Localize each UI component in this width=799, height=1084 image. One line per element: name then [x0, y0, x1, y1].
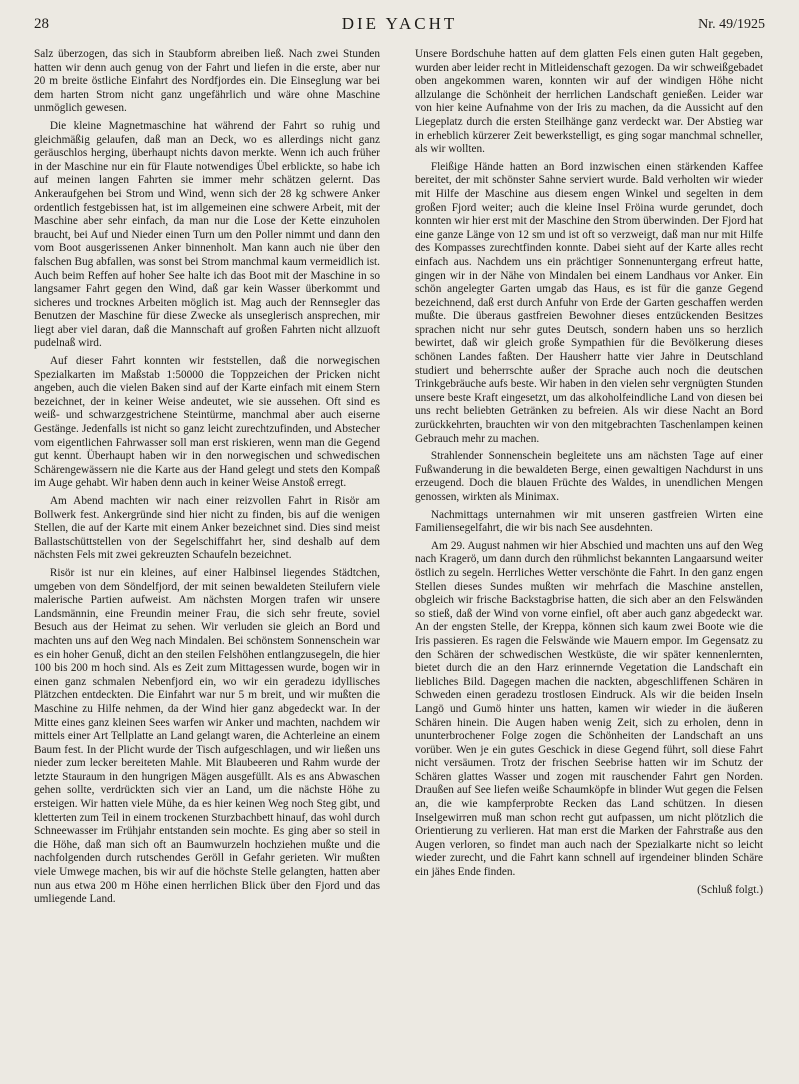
paragraph: Nachmittags unternahmen wir mit unseren gastfreien Wirten eine Familiensegelfahrt, die wir bis nach See ausdehnten. [415, 508, 763, 535]
paragraph: Am Abend machten wir nach einer reizvollen Fahrt in Risör am Bollwerk fest. Ankergründe sind hier nicht zu finden, bis auf die wenigen Stellen, die auf der Karte mit einem Anker bezeichnet sind. Dies sind meist Ballastschüttstellen von der Segelschiffahrt her, sind deshalb auf dem nächsten Fels mit zwei gekreuzten Schaufeln bezeichnet. [34, 495, 380, 562]
issue-number: Nr. 49/1925 [698, 17, 765, 32]
paragraph: Salz überzogen, das sich in Staubform abreiben ließ. Nach zwei Stunden hatten wir denn auch genug von der Fahrt und liefen in die erste, aber nur 20 m breite östliche Einfahrt des Nordfjordes ein. Die Einseglung war bei dem harten Strom nicht ganz ungefährlich und wäre ohne Maschine unmöglich gewesen. [34, 48, 380, 115]
right-column [415, 48, 763, 897]
running-header [34, 12, 765, 38]
journal-title: DIE YACHT [341, 14, 458, 33]
continued-note: (Schluß folgt.) [697, 883, 763, 896]
paragraph: Die kleine Magnetmaschine hat während der Fahrt so ruhig und gleichmäßig gelaufen, daß man an Deck, wo es allerdings nicht ganz geräuschlos herging, überhaupt nichts davon merkte. Wenn ich auch früher in der Maschine nur ein für Flaute notwendiges Übel erblickte, so habe ich auf meinen langen Fahrten sie immer mehr schätzen gelernt. Das Ankeraufgehen bei Strom und Wind, wenn sich der 28 kg schwere Anker ordentlich festgebissen hat, ist im allgemeinen eine schwere Arbeit, mit der Maschine aber sehr einfach, da man nur die Lose der Kette einzuholen braucht, bei Auf und Nieder einen Turn um den Poller nimmt und dann den vom Boot ausgerissenen Anker binnenholt. Man kann auch nie über den falschen Bug abfallen, was sonst bei Strom manchmal kaum vermeidlich ist. Auch beim Reffen auf hoher See halte ich das Boot mit der Maschine in so langsamer Fahrt gegen den Wind, daß gar kein Wasser überkommt und sicheres und trocknes Arbeiten möglich ist. Mag auch der Rennsegler das Benutzen der Maschine für diese Zwecke als unseglerisch ansprechen, mir liegt aber viel daran, daß die Mannschaft auf großen Fahrten nicht allzuoft pudelnaß wird. [34, 119, 380, 350]
paragraph: Strahlender Sonnenschein begleitete uns am nächsten Tage auf einer Fußwanderung in die bewaldeten Berge, einen gewaltigen Nachdurst in uns erzeugend. Doch die blauen Früchte des Waldes, in unendlichen Mengen genossen, wirkten als Minimax. [415, 450, 763, 503]
paragraph: Unsere Bordschuhe hatten auf dem glatten Fels einen guten Halt gegeben, wurden aber leider recht in Mitleidenschaft gezogen. Da wir schweißgebadet oben angekommen waren, konnten wir auf der windigen Höhe nicht allzulange die Schönheit der herrlichen Landschaft genießen. Leider war von hier keine Aufnahme von der Iris zu machen, da die Aussicht auf den Liegeplatz durch die ersten Steilhänge ganz verdeckt war. Der Abstieg war in erheblich kürzerer Zeit bewerkstelligt, es ging sogar manchmal schneller, als wir wollten. [415, 48, 763, 156]
paragraph: Am 29. August nahmen wir hier Abschied und machten uns auf den Weg nach Kragerö, um dann durch den rühmlichst bekannten Langaarsund weiter östlich zu segeln. Herrliches Wetter verschönte die Fahrt. In den ganz engen Stellen dieses Sundes mußten wir mehrfach die Maschine anstellen, obgleich wir frische Backstagbrise hatten, die sich aber an den Felswänden so stieß, daß der Wind von vorne einfiel, oft aber auch ganz abgedeckt war. An der engsten Stelle, der Kreppa, können sich kaum zwei Boote wie die Iris passieren. Es ragen die Felswände wie Mauern empor. Im Gegensatz zu den Schären der schwedischen Westküste, die wir später kennenlernten, bietet durch die an den Harz erinnernde Vegetation die Landschaft ein liebliches Bild. Dagegen machen die nackten, abgeschliffenen Schären in Schweden einen geradezu trostlosen Eindruck. Als wir die beiden Inseln Langö und Gumö hinter uns hatten, kamen wir wieder in die äußeren Schären hinein. Die Augen haben wenig Zeit, sich zu erholen, denn in ununterbrochener Folge zogen die Schönheiten der Landschaft an uns vorüber. Wen je ein gutes Geschick in diese Gegend führt, soll diese Fahrt nicht versäumen. Trotz der frischen Seebrise hatten wir im Schutz der Schären glattes Wasser und zogen mit rauschender Fahrt gen Norden. Draußen auf See liefen weiße Schaumköpfe in blinder Wut gegen die Felsen an, die wie kampferprobte Recken das Land schützen. In diesen Inselgewirren muß man schon recht gut aufpassen, um nicht plötzlich die Orientierung zu verlieren. Hat man erst die Marken der Fahrstraße aus den Augen verloren, so findet man auch nach der Spezialkarte nicht so leicht wieder zurecht, und die Fahrt kann schnell auf irgendeiner blinden Schäre ein jähes Ende finden. [415, 539, 763, 879]
page-number: 28 [34, 16, 49, 32]
paragraph: Fleißige Hände hatten an Bord inzwischen einen stärkenden Kaffee bereitet, der mit schönster Sahne serviert wurde. Bald verholten wir wieder mit Hilfe der Maschine aus diesem engen Winkel und segelten in dem großen Fjord weiter; auch die kleine Insel Fröina wurde gerundet, doch konnten wir hier erst mit der Maschine den Strom überwinden. Der Fjord hat eine ganze Länge von 12 sm und ist oft so verzweigt, daß man nur mit Hilfe des Kompasses zurechtfinden konnte. Dabei sieht auf der Karte alles recht einfach aus. Nachdem uns ein prächtiger Sonnenuntergang erfreut hatte, gingen wir in der Nähe von Mindalen bei einem Landhaus vor Anker. Ein schön angelegter Garten umgab das Haus, es ist für die ganze Gegend bezeichnend, daß erst durch Anfuhr von Erde der Garten geschaffen werden mußte. Die überaus gastfreien Bewohner dieses entzückenden Besitzes sprachen nicht nur sehr gutes Deutsch, sondern haben uns so herzlich bewirtet, daß wir gleich große Sympathien für die Bevölkerung dieses schönen Landes faßten. Der Hausherr hatte vier Jahre in Deutschland studiert und beherrschte außer der Sprache auch noch die deutschen Trinkgebräuche aufs beste. Wir haben in den vielen sehr vergnügten Stunden unsere beste Kraft eingesetzt, um das alkoholfeindliche Land von diesen bei uns recht beliebten Getränken zu befreien. Als wir diese Nacht an Bord zurückkehrten, brauchten wir von den mitgebrachten Taschenlampen keinen Gebrauch mehr zu machen. [415, 160, 763, 445]
left-column [34, 48, 380, 911]
paragraph: Auf dieser Fahrt konnten wir feststellen, daß die norwegischen Spezialkarten im Maßstab 1:50000 die Toppzeichen der Pricken nicht angeben, auch die vielen Baken sind auf der Karte einfach mit einem Stern bezeichnet, der in keiner Weise andeutet, wie sie aussehen. Oft sind es weiß- und schwarzgestrichene Steintürme, manchmal aber auch eiserne Gestänge. Jedenfalls ist nicht so ganz leicht zurechtzufinden, und Abstecher vom eigentlichen Fahrwasser soll man erst riskieren, wenn man die Gegend gut kennt. Überhaupt haben wir in den norwegischen und schwedischen Schärengewässern nie die Karte aus der Hand gelegt und stets den Kompaß im Auge gehabt. Wir haben denn auch in keiner Weise Anstoß erregt. [34, 355, 380, 490]
paragraph: Risör ist nur ein kleines, auf einer Halbinsel liegendes Städtchen, umgeben von dem Söndelfjord, der mit seinen bewaldeten Steilufern viele malerische Partien aufweist. Am nächsten Morgen trafen wir unsere Landsmännin, eine Freundin meiner Frau, die sich sehr freute, soviel Besuch aus der Heimat zu sehen. Wir verluden sie gleich an Bord und machten uns auf den Weg nach Mindalen. Bei schönstem Sonnenschein war es ein hoher Genuß, dicht an den steilen Felshöhen entlangzusegeln, die hier 100 bis 200 m hoch sind. Als es Zeit zum Mittagessen wurde, bogen wir in einen ganz schmalen Nebenfjord ein, wo wir ein geradezu idyllisches Plätzchen entdeckten. Die Einfahrt war nur 5 m breit, und wir mußten die Maschine zu Hilfe nehmen, da der Wind hier ganz abgedeckt war. In der Mitte eines ganz kleinen Sees warfen wir Anker und machten, nachdem wir mittels einer Art Tellplatte an Land gelangt waren, die Achterleine an einem Baum fest. In der Plicht wurde der Tisch aufgeschlagen, und wir ließen uns nieder zum lecker bereiteten Mahle. Mit Blaubeeren und Rahm wurde der letzte Stauraum in den hungrigen Mägen ausgefüllt. Als es ans Abwaschen gehen sollte, verdrückten sich vier an Land, um die nächste Höhe zu ersteigen. Wir hatten viele Mühe, da es hier keinen Weg noch Steg gibt, und kletterten zum Teil in einem trockenen Sturzbachbett hinauf, das wohl durch Schneewasser im Frühjahr entstanden sein mochte. Es ging aber so steil in die Höhe, daß man sich oft an Baumwurzeln hochziehen mußte und die nachfolgenden durch rutschendes Geröll in Gefahr gerieten. Wir mußten viele Umwege machen, bis wir auf die höchste Stelle gelangten, hatten aber nun aus etwa 200 m Höhe einen herrlichen Blick über den Fjord und das umliegende Land. [34, 566, 380, 906]
